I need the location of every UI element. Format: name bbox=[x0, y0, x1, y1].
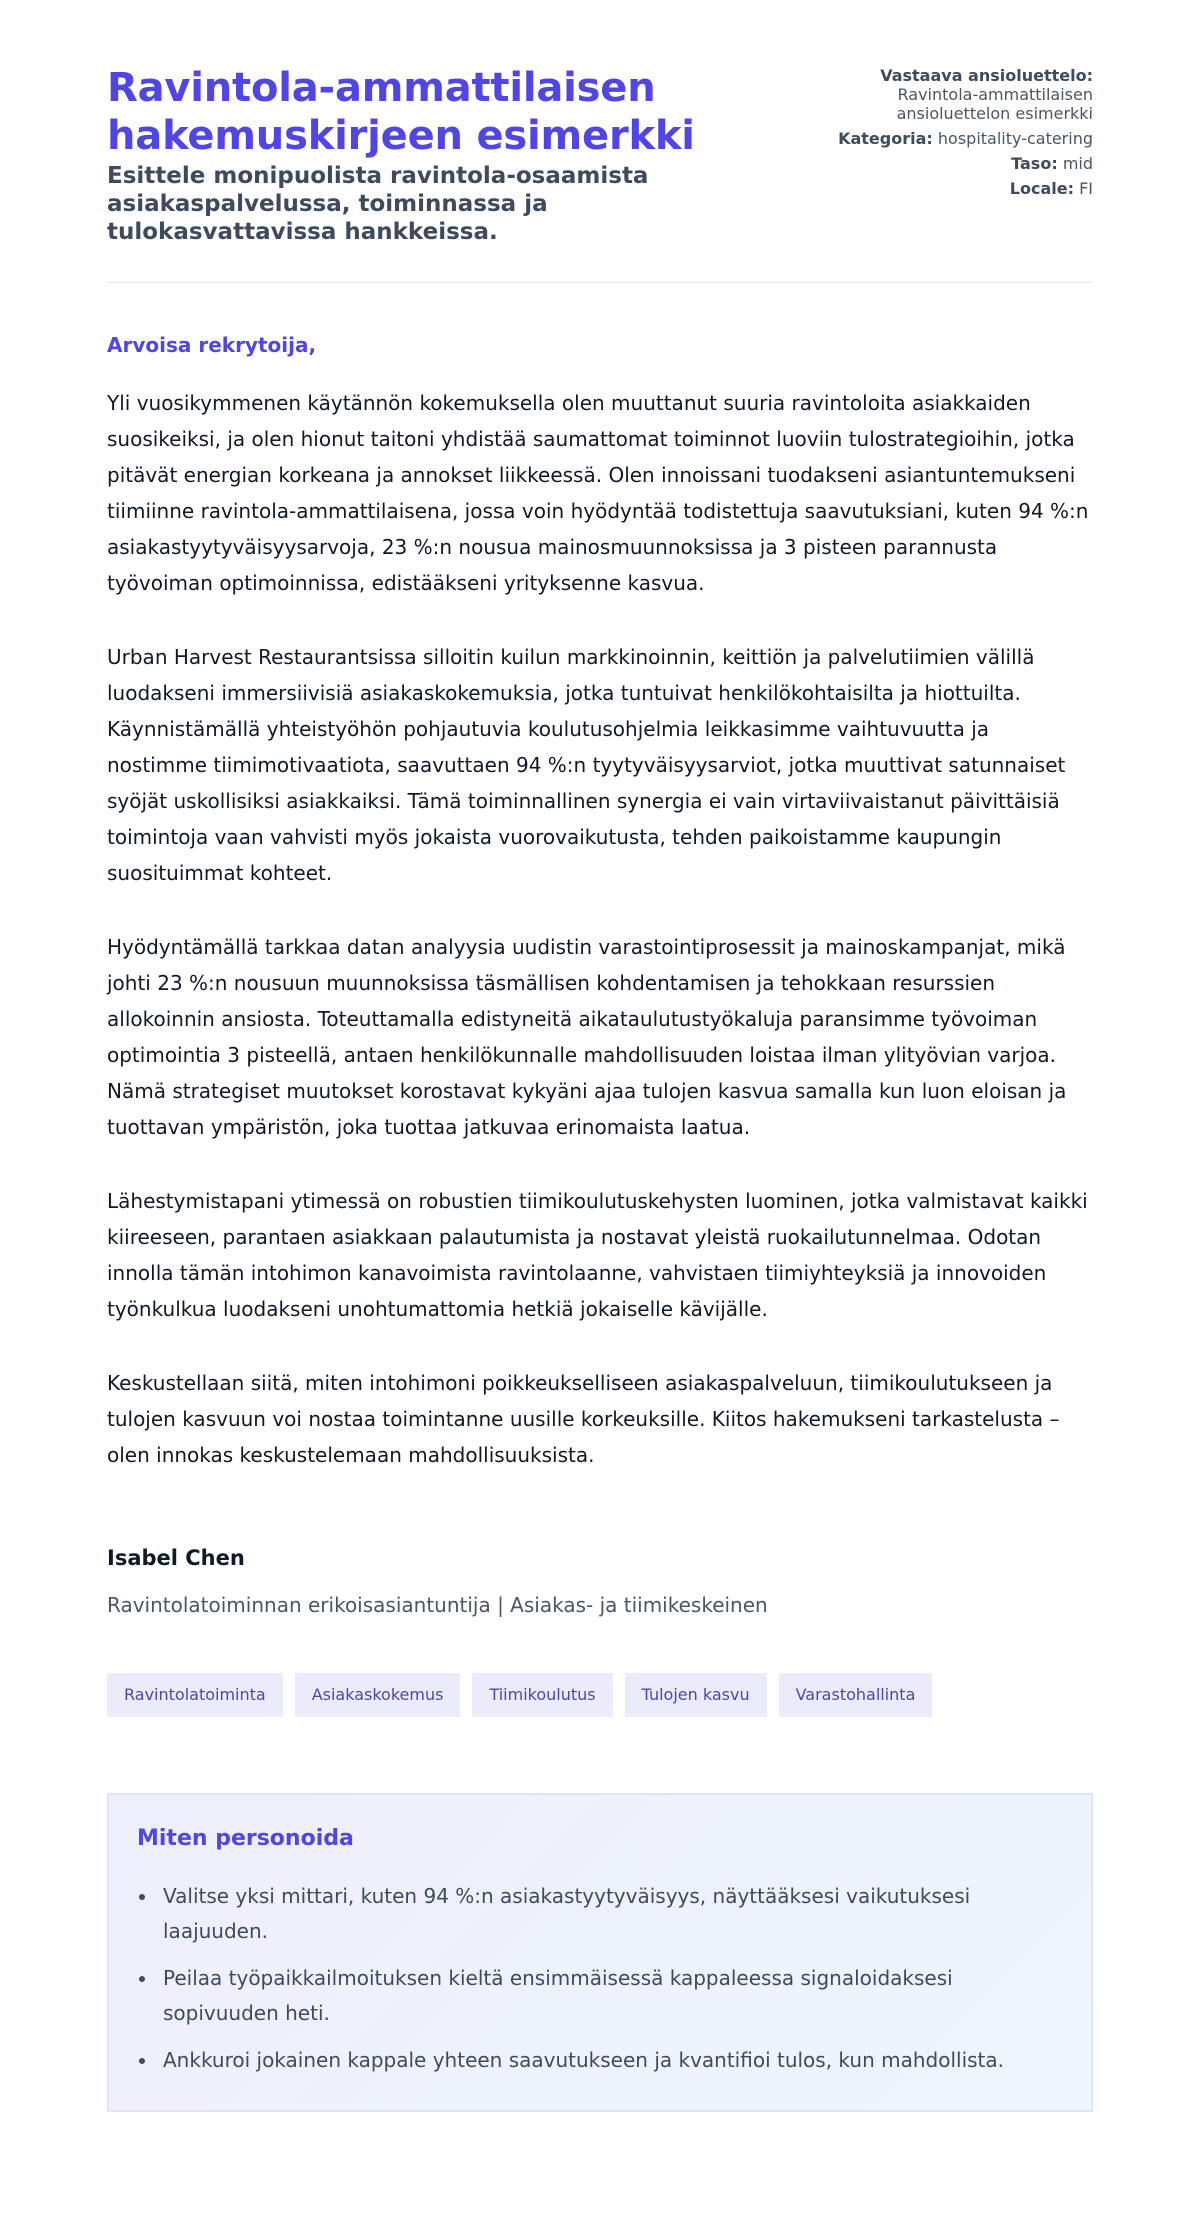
meta-related-resume bbox=[803, 66, 1093, 123]
letter-paragraph: Hyödyntämällä tarkkaa datan analyysia uudistin varastointiprosessit ja mainoskampanjat, mikä johti 23 %:n nousuun muunnoksissa täsmällisen kohdentamisen ja tehokkaan resurssien allokoinnin ansiosta. Toteuttamalla edistyneitä aikataulutustyökaluja paransimme työvoiman optimointia 3 pisteellä, antaen henkilökunnalle mahdollisuuden loistaa ilman ylityövian varjoa. Nämä strategiset muutokset korostavat kykyäni ajaa tulojen kasvua samalla kun luon eloisan ja tuottavan ympäristön, joka tuottaa jatkuvaa erinomaista laatua. bbox=[107, 935, 1067, 1139]
letter-paragraph: Urban Harvest Restaurantsissa silloitin kuilun markkinoinnin, keittiön ja palvelutiimien välillä luodakseni immersiivisiä asiakaskokemuksia, jotka tuntuivat henkilökohtaisilta ja hiottuilta. Käynnistämällä yhteistyöhön pohjautuvia koulutusohjelmia leikkasimme vaihtuvuutta ja nostimme tiimimotivaatiota, saavuttaen 94 %:n tyytyväisyysarviot, jotka muuttivat satunnaiset syöjät uskollisiksi asiakkaiksi. Tämä toiminnallinen synergia ei vain virtaviivaistanut päivittäisiä toimintoja vaan vahvisti myös jokaista vuorovaikutusta, tehden paikoistamme kaupungin suosituimmat kohteet. bbox=[107, 645, 1066, 885]
meta-category-value: hospitality-catering bbox=[937, 129, 1093, 148]
meta-level-label: Taso: bbox=[1011, 154, 1058, 173]
tip-item bbox=[137, 1879, 1063, 1949]
meta-resume-label: Vastaava ansioluettelo: bbox=[880, 66, 1093, 85]
tips-list bbox=[137, 1879, 1063, 2078]
letter-paragraph: Yli vuosikymmenen käytännön kokemuksella olen muuttanut suuria ravintoloita asiakkaiden suosikeiksi, ja olen hionut taitoni yhdistää saumattomat toiminnot luoviin tulostrategioihin, jotka pitävät energian korkeana ja annokset liikkeessä. Olen innoissani tuodakseni asiantuntemukseni tiimiinne ravintola-ammattilaisena, jossa voin hyödyntää todistettuja saavutuksiani, kuten 94 %:n asiakastyytyväisyysarvoja, 23 %:n nousua mainosmuunnoksissa ja 3 pisteen parannusta työvoiman optimoinnissa, edistääkseni yrityksenne kasvua. bbox=[107, 391, 1089, 595]
bullet-icon bbox=[139, 2058, 145, 2064]
meta-info bbox=[803, 64, 1093, 204]
meta-level bbox=[803, 154, 1093, 173]
meta-locale-value: FI bbox=[1079, 179, 1093, 198]
letter-greeting: Arvoisa rekrytoija, bbox=[107, 333, 317, 357]
tip-text: Valitse yksi mittari, kuten 94 %:n asiakastyytyväisyys, näyttääksesi vaikutuksesi laajuuden. bbox=[163, 1884, 971, 1943]
meta-resume-value: Ravintola-ammattilaisen ansioluettelon esimerkki bbox=[896, 85, 1093, 123]
page-subtitle: Esittele monipuolista ravintola-osaamista asiakaspalvelussa, toiminnassa ja tulokasvattavissa hankkeissa. bbox=[107, 163, 649, 245]
tip-text: Ankkuroi jokainen kappale yhteen saavutukseen ja kvantifioi tulos, kun mahdollista. bbox=[163, 2048, 1004, 2072]
page-title: Ravintola-ammattilaisen hakemuskirjeen esimerkki bbox=[107, 65, 695, 159]
skill-tag: Ravintolatoiminta bbox=[107, 1673, 283, 1717]
tip-item bbox=[137, 1961, 1063, 2031]
signature-role: Ravintolatoiminnan erikoisasiantuntija | Asiakas- ja tiimikeskeinen bbox=[107, 1593, 768, 1617]
tip-item bbox=[137, 2043, 1063, 2078]
skill-tag: Tiimikoulutus bbox=[472, 1673, 612, 1717]
meta-locale-label: Locale: bbox=[1009, 179, 1074, 198]
meta-locale bbox=[803, 179, 1093, 198]
tips-title: Miten personoida bbox=[137, 1826, 354, 1851]
letter-body bbox=[107, 385, 1093, 1473]
bullet-icon bbox=[139, 1976, 145, 1982]
tip-text: Peilaa työpaikkailmoituksen kieltä ensimmäisessä kappaleessa signaloidaksesi sopivuuden heti. bbox=[163, 1966, 953, 2025]
meta-category bbox=[803, 129, 1093, 148]
page-header bbox=[107, 64, 1093, 283]
meta-level-value: mid bbox=[1062, 154, 1093, 173]
skill-tag: Varastohallinta bbox=[779, 1673, 933, 1717]
header-title-block bbox=[107, 64, 747, 246]
skill-tag: Asiakaskokemus bbox=[295, 1673, 461, 1717]
bullet-icon bbox=[139, 1894, 145, 1900]
personalization-tips bbox=[107, 1793, 1093, 2112]
letter-paragraph: Keskustellaan siitä, miten intohimoni poikkeukselliseen asiakaspalveluun, tiimikoulutukseen ja tulojen kasvuun voi nostaa toimintanne uusille korkeuksille. Kiitos hakemukseni tarkastelusta – olen innokas keskustelemaan mahdollisuuksista. bbox=[107, 1371, 1060, 1467]
skill-tags bbox=[107, 1673, 1093, 1717]
skill-tag: Tulojen kasvu bbox=[625, 1673, 767, 1717]
signature-block bbox=[107, 1545, 1093, 1617]
meta-category-label: Kategoria: bbox=[838, 129, 933, 148]
signature-name: Isabel Chen bbox=[107, 1546, 245, 1570]
letter-paragraph: Lähestymistapani ytimessä on robustien tiimikoulutuskehysten luominen, jotka valmistavat kaikki kiireeseen, parantaen asiakkaan palautumista ja nostavat yleistä ruokailutunnelmaa. Odotan innolla tämän intohimon kanavoimista ravintolaanne, vahvistaen tiimiyhteyksiä ja innovoiden työnkulkua luodakseni unohtumattomia hetkiä jokaiselle kävijälle. bbox=[107, 1189, 1088, 1321]
